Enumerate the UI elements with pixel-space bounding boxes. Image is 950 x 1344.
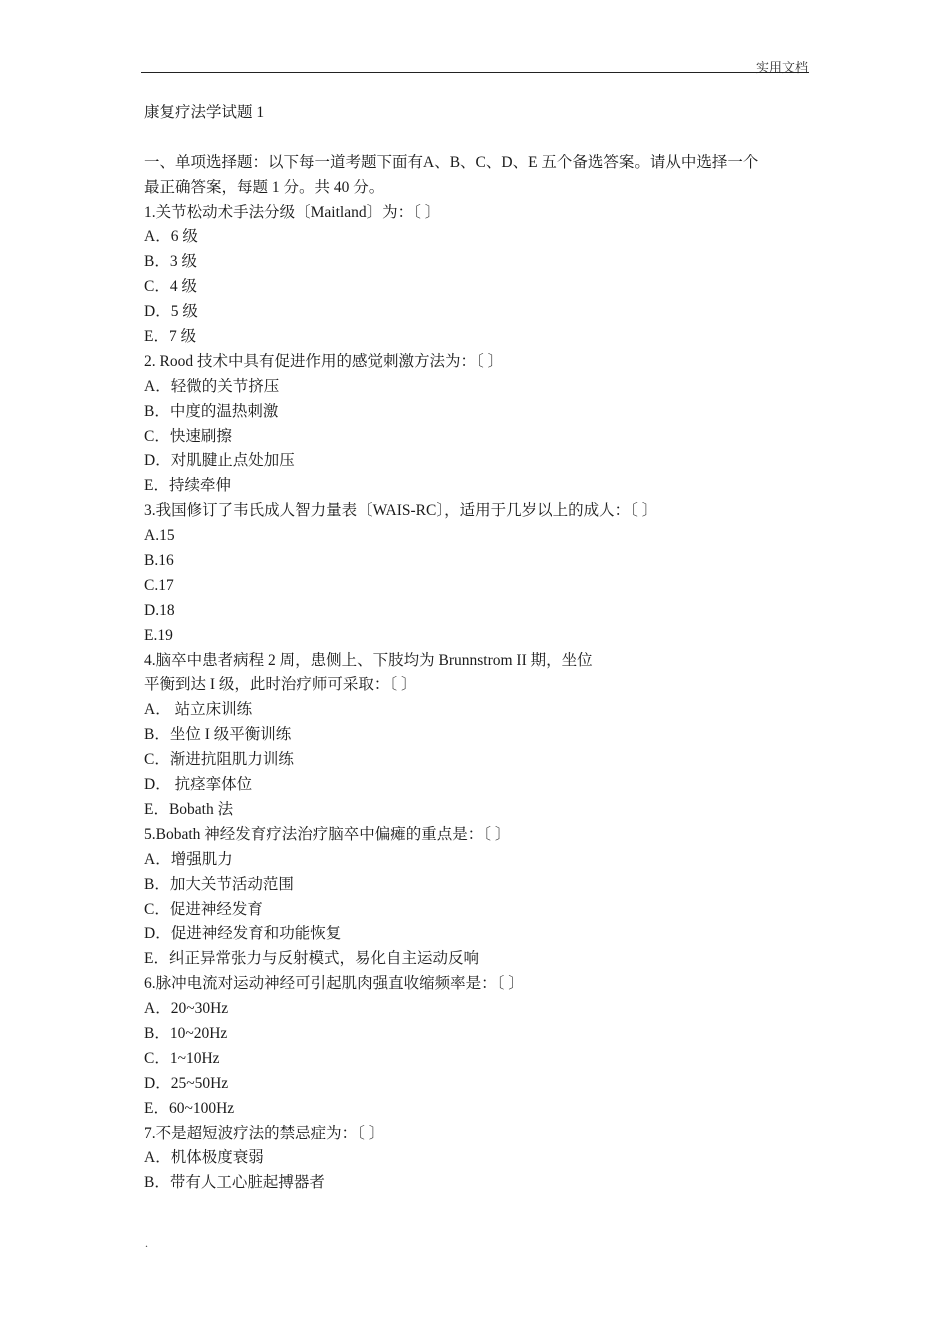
answer-option: E.19 bbox=[144, 626, 173, 644]
question-stem: 1.关节松动术手法分级〔Maitland〕为：〔 〕 bbox=[144, 203, 441, 221]
answer-option: A．20~30Hz bbox=[144, 1000, 229, 1018]
header-label: 实用文档 bbox=[755, 60, 808, 75]
blank-line bbox=[144, 126, 812, 151]
answer-option: C．渐进抗阻肌力训练 bbox=[144, 751, 294, 769]
answer-option: E．纠正异常张力与反射模式，易化自主运动反响 bbox=[144, 950, 479, 968]
question-stem: 3.我国修订了韦氏成人智力量表〔WAIS-RC〕，适用于几岁以上的成人：〔 〕 bbox=[144, 502, 658, 520]
answer-option: B.16 bbox=[144, 552, 174, 570]
answer-option: D． 抗痉挛体位 bbox=[144, 776, 253, 794]
question-stem: 4.脑卒中患者病程 2 周，患侧上、下肢均为 Brunnstrom II 期，坐位 bbox=[144, 651, 593, 669]
answer-option: C．4 级 bbox=[144, 278, 197, 296]
answer-option: A．轻微的关节挤压 bbox=[144, 377, 280, 395]
answer-option: D．对肌腱止点处加压 bbox=[144, 452, 295, 470]
answer-option: D．25~50Hz bbox=[144, 1074, 229, 1092]
answer-option: A．6 级 bbox=[144, 228, 198, 246]
question-stem: 平衡到达 I 级，此时治疗师可采取：〔 〕 bbox=[144, 676, 417, 694]
instruction-line: 最正确答案，每题 1 分。共 40 分。 bbox=[144, 178, 385, 196]
question-stem: 6.脉冲电流对运动神经可引起肌肉强直收缩频率是：〔 〕 bbox=[144, 975, 524, 993]
answer-option: B．中度的温热刺激 bbox=[144, 402, 279, 420]
answer-option: D．促进神经发育和功能恢复 bbox=[144, 925, 342, 943]
answer-option: B．加大关节活动范围 bbox=[144, 875, 294, 893]
instruction-line: 一、单项选择题：以下每一道考题下面有A、B、C、D、E 五个备选答案。请从中选择一个 bbox=[144, 153, 759, 171]
footer-mark: . bbox=[145, 1236, 148, 1250]
answer-option: E．7 级 bbox=[144, 328, 197, 346]
question-stem: 5.Bobath 神经发育疗法治疗脑卒中偏瘫的重点是：〔 〕 bbox=[144, 825, 511, 843]
header-divider bbox=[141, 72, 809, 73]
document-title: 康复疗法学试题 1 bbox=[144, 104, 265, 121]
answer-option: B．带有人工心脏起搏器者 bbox=[144, 1174, 325, 1192]
question-stem: 2. Rood 技术中具有促进作用的感觉刺激方法为：〔 〕 bbox=[144, 352, 504, 370]
document-body bbox=[144, 100, 812, 1196]
answer-option: B．3 级 bbox=[144, 253, 197, 271]
answer-option: C．促进神经发育 bbox=[144, 900, 263, 918]
answer-option: A．机体极度衰弱 bbox=[144, 1149, 264, 1167]
answer-option: E．持续牵伸 bbox=[144, 477, 231, 495]
answer-option: B．坐位 I 级平衡训练 bbox=[144, 726, 292, 744]
answer-option: C.17 bbox=[144, 576, 174, 594]
answer-option: A．增强肌力 bbox=[144, 850, 233, 868]
answer-option: D．5 级 bbox=[144, 303, 198, 321]
answer-option: A． 站立床训练 bbox=[144, 701, 253, 719]
answer-option: B．10~20Hz bbox=[144, 1024, 228, 1042]
answer-option: C．快速刷擦 bbox=[144, 427, 232, 445]
answer-option: C．1~10Hz bbox=[144, 1049, 220, 1067]
answer-option: E．60~100Hz bbox=[144, 1099, 235, 1117]
answer-option: D.18 bbox=[144, 601, 175, 619]
answer-option: E．Bobath 法 bbox=[144, 800, 234, 818]
answer-option: A.15 bbox=[144, 527, 175, 545]
question-stem: 7.不是超短波疗法的禁忌症为：〔 〕 bbox=[144, 1124, 385, 1142]
